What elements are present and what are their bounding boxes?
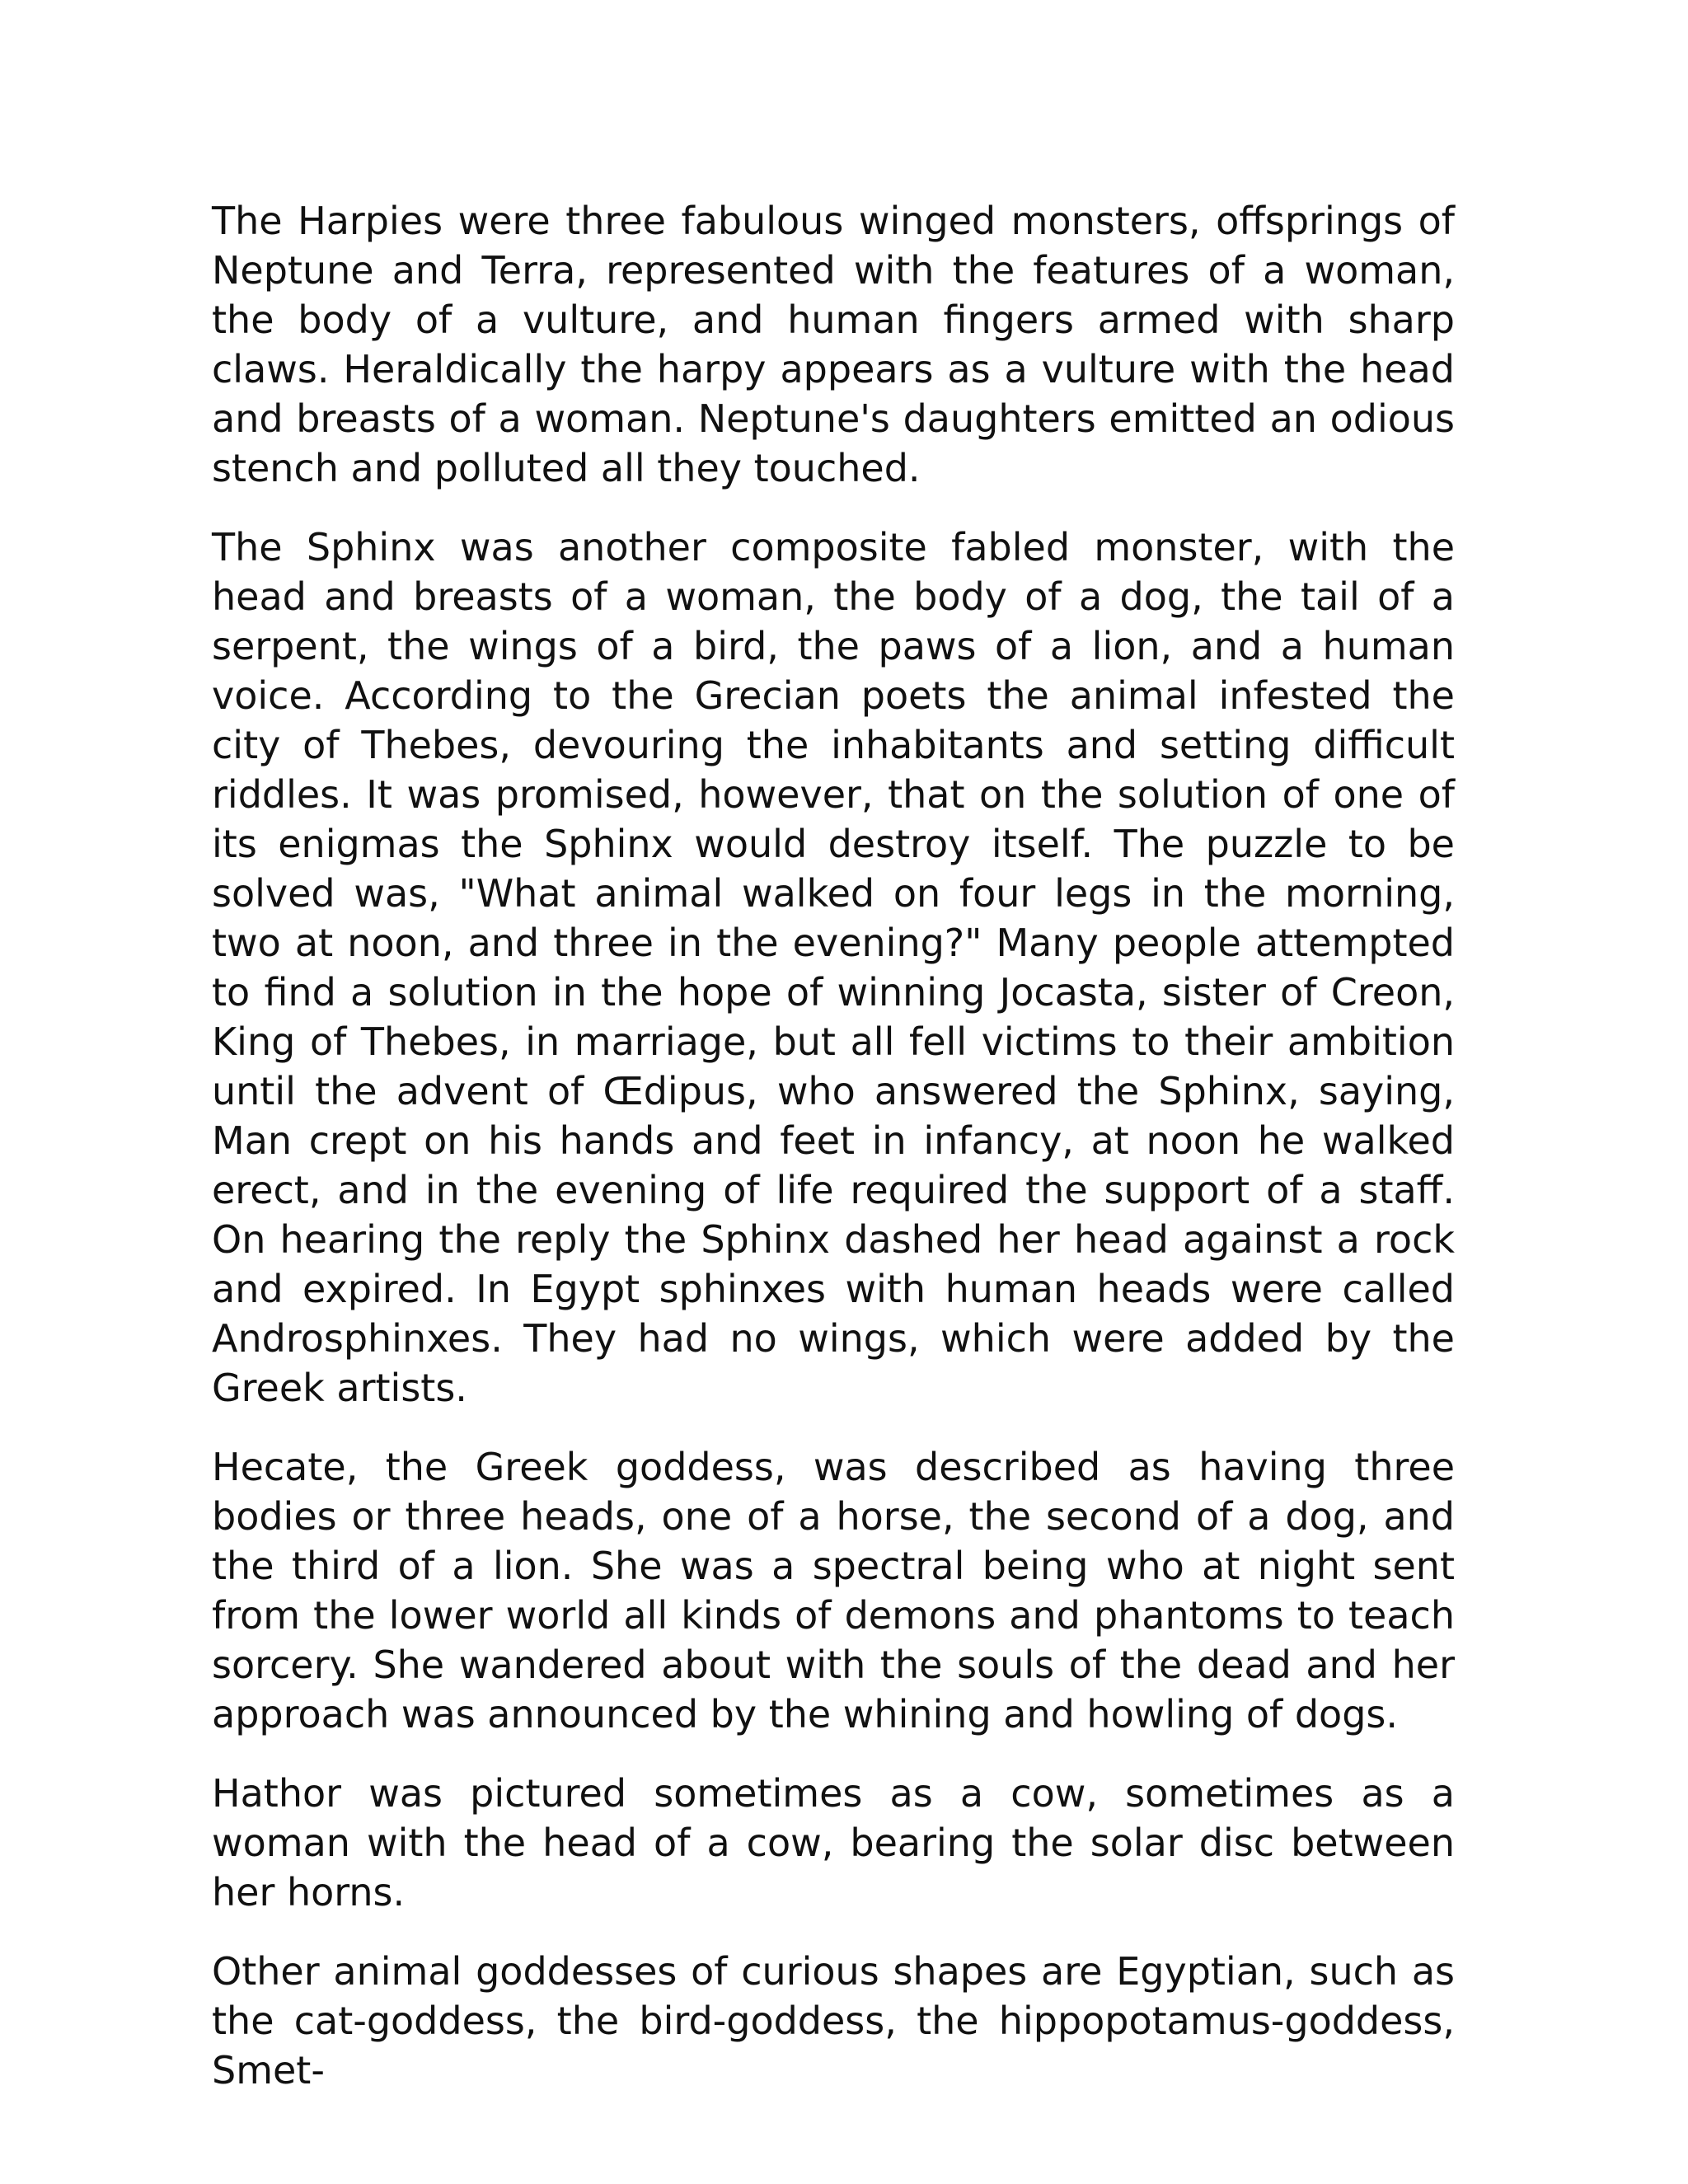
paragraph-harpies: The Harpies were three fabulous winged monsters, offsprings of Neptune and Terra, represented with the features of a woman, the body of a vulture, and human fingers armed with sharp claws. Heraldically the harpy appears as a vulture with the head and breasts of a woman. Neptune's daughters emitted an odious stench and polluted all they touched. xyxy=(212,199,1455,490)
page-text xyxy=(212,196,1455,2125)
paragraph-hecate: Hecate, the Greek goddess, was described as having three bodies or three heads, one of a horse, the second of a dog, and the third of a lion. She was a spectral being who at night sent from the lower world all kinds of demons and phantoms to teach sorcery. She wandered about with the souls of the dead and her approach was announced by the whining and howling of dogs. xyxy=(212,1445,1455,1736)
paragraph-hathor: Hathor was pictured sometimes as a cow, sometimes as a woman with the head of a cow, bearing the solar disc between her horns. xyxy=(212,1771,1455,1915)
paragraph-sphinx: The Sphinx was another composite fabled monster, with the head and breasts of a woman, the body of a dog, the tail of a serpent, the wings of a bird, the paws of a lion, and a human voice. According to the Grecian poets the animal infested the city of Thebes, devouring the inhabitants and setting difficult riddles. It was promised, however, that on the solution of one of its enigmas the Sphinx would destroy itself. The puzzle to be solved was, "What animal walked on four legs in the morning, two at noon, and three in the evening?" Many people attempted to find a solution in the hope of winning Jocasta, sister of Creon, King of Thebes, in marriage, but all fell victims to their ambition until the advent of Œdipus, who answered the Sphinx, saying, Man crept on his hands and feet in infancy, at noon he walked erect, and in the evening of life required the support of a staff. On hearing the reply the Sphinx dashed her head against a rock and expired. In Egypt sphinxes with human heads were called Androsphinxes. They had no wings, which were added by the Greek artists. xyxy=(212,525,1455,1410)
paragraph-animal-goddesses: Other animal goddesses of curious shapes are Egyptian, such as the cat-goddess, the bird-goddess, the hippopotamus-goddess, Smet- xyxy=(212,1949,1455,2093)
